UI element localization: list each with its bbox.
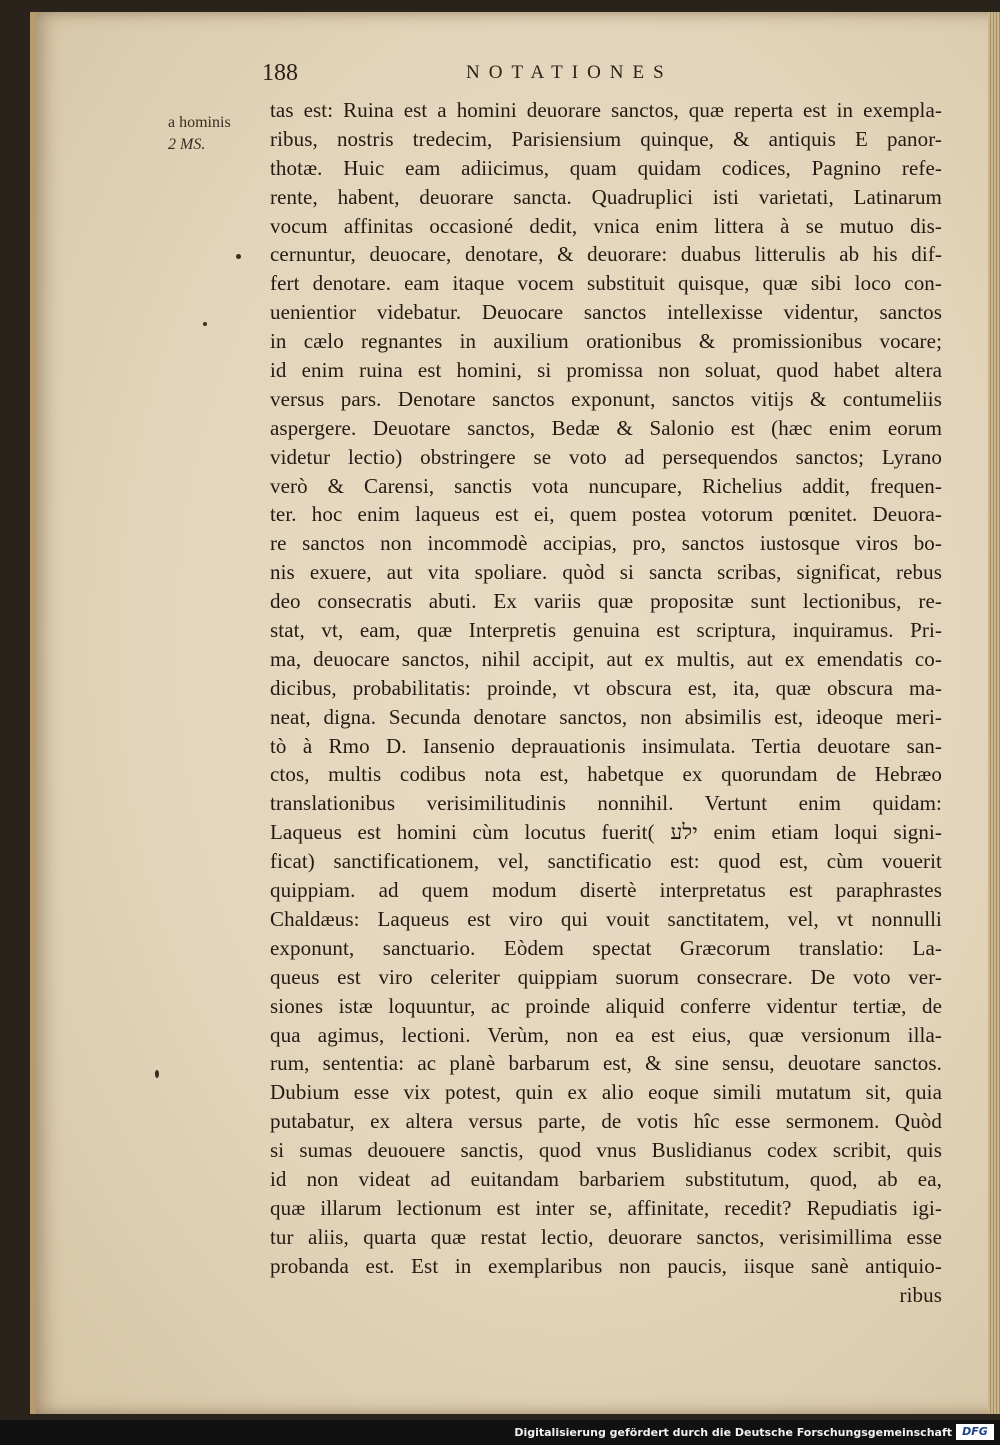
text-line: probanda est. Est in exemplaribus non paucis, iisque sanè antiquio- <box>270 1253 942 1278</box>
margin-note-line: a hominis <box>168 114 231 131</box>
text-line: rente, habent, deuorare sancta. Quadruplici isti varietati, Latinarum <box>270 184 942 209</box>
text-line: qua agimus, lectioni. Verùm, non ea est eius, quæ versionum illa- <box>270 1022 942 1047</box>
margin-mark <box>236 254 241 259</box>
text-line: verò & Carensi, sanctis vota nuncupare, Richelius addit, frequen- <box>270 473 942 498</box>
text-line: exponunt, sanctuario. Eòdem spectat Græcorum translatio: La- <box>270 935 942 960</box>
text-line: nis exuere, aut vita spoliare. quòd si sancta scribas, significat, rebus <box>270 560 942 585</box>
text-line: quippiam. ad quem modum disertè interpretatus est paraphrastes <box>270 878 942 903</box>
text-line: videtur lectio) obstringere se voto ad persequendos sanctos; Lyrano <box>270 444 942 469</box>
margin-mark <box>203 322 207 326</box>
text-line: ctos, multis codibus nota est, habetque ex quorundam de Hebræo <box>270 762 942 787</box>
text-line: stat, vt, eam, quæ Interpretis genuina est scriptura, inquiramus. Pri- <box>270 618 942 643</box>
text-line: vocum affinitas occasioné dedit, vnica enim littera à se mutuo dis- <box>270 213 942 238</box>
text-line: aspergere. Deuotare sanctos, Bedæ & Salonio est (hæc enim eorum <box>270 415 942 440</box>
text-line: Dubium esse vix potest, quin ex alio eoque simili mutatum sit, quia <box>270 1080 942 1105</box>
dfg-logo: DFG <box>956 1424 994 1440</box>
text-line: rum, sententia: ac planè barbarum est, & sine sensu, deuotare sanctos. <box>270 1051 942 1076</box>
text-line: versus pars. Denotare sanctos exponunt, sanctos vitijs & contumeliis <box>270 386 942 411</box>
text-line: ter. hoc enim laqueus est ei, quem postea votorum pœnitet. Deuora- <box>270 502 942 527</box>
text-line: translationibus verisimilitudinis nonnihil. Vertunt enim quidam: <box>270 791 942 816</box>
text-line: Laqueus est homini cùm locutus fuerit( ילע enim etiam loqui signi- <box>270 820 942 845</box>
text-line: quæ illarum lectionum est inter se, affinitate, recedit? Repudiatis igi- <box>270 1195 942 1220</box>
text-line: putabatur, ex altera versus parte, de votis hîc esse sermonem. Quòd <box>270 1109 942 1134</box>
margin-note-line: 2 MS. <box>168 136 206 153</box>
funding-credit: Digitalisierung gefördert durch die Deutsche Forschungsgemeinschaft <box>514 1426 952 1439</box>
catchword: ribus <box>899 1282 942 1307</box>
text-line: Chaldæus: Laqueus est viro qui vouit sanctitatem, vel, vt nonnulli <box>270 906 942 931</box>
text-line: in cælo regnantes in auxilium orationibus & promissionibus vocare; <box>270 329 942 354</box>
text-line: id non videat ad euitandam barbariem substitutum, quod, ab ea, <box>270 1166 942 1191</box>
text-line: queus est viro celeriter quippiam suorum consecrare. De voto ver- <box>270 964 942 989</box>
text-line: tò à Rmo D. Iansenio deprauationis insimulata. Tertia deuotare san- <box>270 733 942 758</box>
text-line: si sumas deuouere sanctis, quod vnus Buslidianus codex scribit, quis <box>270 1138 942 1163</box>
page-number: 188 <box>262 60 298 86</box>
text-line: tas est: Ruina est a homini deuorare sanctos, quæ reperta est in exempla- <box>270 98 942 122</box>
text-line: thotæ. Huic eam adiicimus, quam quidam codices, Pagnino refe- <box>270 155 942 180</box>
page-fore-edge <box>988 12 1000 1414</box>
text-line: neat, digna. Secunda denotare sanctos, non absimilis est, ideoque meri- <box>270 704 942 729</box>
text-line: deo consecratis abuti. Ex variis quæ propositæ sunt lectionibus, re- <box>270 589 942 614</box>
margin-note <box>168 112 250 156</box>
text-line: dicibus, probabilitatis: proinde, vt obscura est, ita, quæ obscura ma- <box>270 675 942 700</box>
text-line: ficat) sanctificationem, vel, sanctificatio est: quod est, cùm vouerit <box>270 849 942 874</box>
text-line: ma, deuocare sanctos, nihil accipit, aut ex multis, aut ex emendatis co- <box>270 646 942 671</box>
running-head <box>262 60 962 100</box>
text-line: re sanctos non incommodè accipias, pro, sanctos iustosque viros bo- <box>270 531 942 556</box>
text-line: tur aliis, quarta quæ restat lectio, deuorare sanctos, verisimillima esse <box>270 1224 942 1249</box>
header-title: NOTATIONES <box>466 62 673 83</box>
text-line: id enim ruina est homini, si promissa non soluat, quod habet altera <box>270 358 942 383</box>
margin-mark <box>155 1070 159 1078</box>
text-line: fert denotare. eam itaque vocem substituit quisque, quæ sibi loco con- <box>270 271 942 296</box>
text-line: siones istæ loquuntur, ac proinde aliquid conferre videntur tertiæ, de <box>270 993 942 1018</box>
text-line: cernuntur, deuocare, denotare, & deuorare: duabus litterulis ab his dif- <box>270 242 942 267</box>
text-line: ribus, nostris tredecim, Parisiensium quinque, & antiquis E panor- <box>270 126 942 151</box>
body-text <box>270 96 942 1309</box>
footer-bar <box>0 1420 1000 1445</box>
text-line: uenientior videbatur. Deuocare sanctos intellexisse videntur, sanctos <box>270 300 942 325</box>
